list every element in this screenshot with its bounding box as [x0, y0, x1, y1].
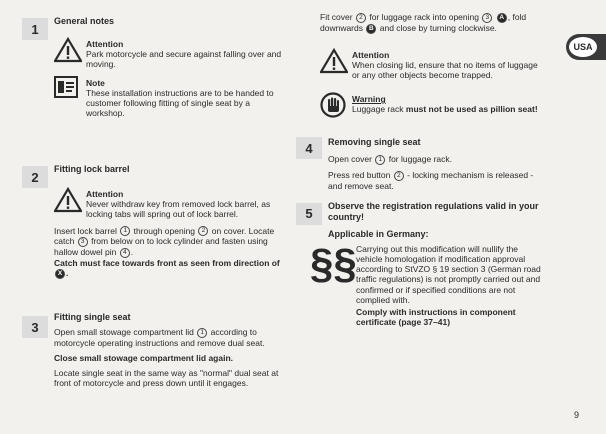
text: through opening [133, 225, 196, 236]
warning-notice [320, 92, 544, 123]
attention-title: Attention [86, 189, 124, 199]
section-subtitle: Applicable in Germany: [328, 228, 429, 239]
callout-1: 1 [197, 328, 207, 338]
note-book-icon [54, 76, 86, 119]
paragraph: Locate single seat in the same way as "normal" dual seat at front of motorcycle and press down until it engages. [54, 368, 279, 389]
callout-1: 1 [375, 155, 385, 165]
warning-triangle-icon [54, 187, 86, 220]
section-registration-regulations [296, 201, 544, 333]
right-column [296, 12, 544, 332]
paragraph-symbol-icon: §§ [310, 239, 357, 287]
warning-triangle-icon [320, 48, 352, 81]
callout-3: 3 [482, 13, 492, 23]
text: - locking mechanism is released - and remove seat. [328, 169, 534, 191]
section-title: Observe the registration regulations valid in your country! [328, 200, 539, 222]
section-body [54, 226, 284, 279]
paragraph [54, 226, 284, 279]
note-notice [54, 76, 284, 119]
text: Open cover [328, 154, 372, 165]
warning-triangle-icon [54, 37, 86, 70]
section-number: 3 [22, 316, 48, 338]
section-title: Fitting single seat [54, 312, 131, 322]
text: Insert lock barrel [54, 225, 117, 236]
warning-text [352, 104, 538, 114]
text: from below on to lock cylinder and fasten using hallow dowel pin [54, 236, 268, 258]
text: Catch must face towards front as seen from direction of [54, 257, 280, 268]
text: on cover. Locate catch [54, 225, 275, 247]
text: Open small stowage compartment lid [54, 327, 194, 337]
attention-text: When closing lid, ensure that no items of luggage or any other objects become trapped. [352, 59, 538, 80]
attention-text: Never withdraw key from removed lock barrel, as locking tabs will spring out of lock barrel. [86, 199, 271, 220]
callout-2: 2 [356, 13, 366, 23]
section-title: Removing single seat [328, 137, 421, 148]
stop-hand-icon [320, 92, 352, 123]
section-number: 5 [296, 203, 322, 225]
left-column [22, 12, 284, 394]
callout-b: B [366, 24, 376, 34]
country-badge [566, 34, 606, 60]
callout-x: X [55, 269, 65, 279]
callout-3: 3 [78, 237, 88, 247]
attention-text: Park motorcycle and secure against falling over and moving. [86, 49, 282, 70]
section-removing-single-seat [296, 137, 544, 191]
callout-2: 2 [394, 171, 404, 181]
paragraph: Carrying out this modification will nullify the vehicle homologation if modification approval according to StVZO § 19 section 3 (German road traffic regulations) is not promptly carried out and confirmed or if specified conditions are not complied with. [356, 243, 541, 305]
text: according to motorcycle operating instructions and remove dual seat. [54, 327, 265, 348]
section-number: 2 [22, 166, 48, 188]
attention-title: Attention [86, 39, 124, 49]
callout-1: 1 [120, 226, 130, 236]
section-title: Fitting lock barrel [54, 164, 130, 174]
paragraph [328, 170, 544, 191]
paragraph [54, 327, 284, 348]
section-title: General notes [54, 16, 115, 26]
text: . [66, 268, 69, 279]
attention-title: Attention [352, 49, 390, 60]
section-fitting-lock-barrel [22, 162, 284, 312]
text: Luggage rack [352, 104, 404, 115]
callout-a: A [497, 13, 507, 23]
text: must not be used as pillion seat! [405, 104, 538, 115]
callout-2: 2 [198, 226, 208, 236]
warning-title: Warning [352, 94, 386, 105]
text: Fit cover [320, 12, 353, 22]
section-number: 4 [296, 137, 322, 159]
paragraph: Comply with instructions in component certificate (page 37–41) [356, 307, 516, 328]
section-body [328, 154, 544, 191]
callout-4: 4 [120, 248, 130, 258]
note-text: These installation instructions are to be handed to customer following fitting of single seat by a workshop. [86, 87, 274, 119]
paragraph [328, 154, 544, 165]
section-body [54, 327, 284, 389]
section-general-notes [22, 12, 284, 162]
attention-notice [320, 48, 544, 81]
section-fitting-single-seat [22, 312, 284, 389]
attention-notice [54, 187, 284, 220]
section-number: 1 [22, 18, 48, 40]
text: . [130, 247, 134, 258]
section-body [356, 244, 544, 333]
usa-badge-label: USA [568, 36, 598, 58]
text: for luggage rack into opening [369, 12, 479, 22]
paragraph-notice [310, 239, 544, 333]
paragraph [320, 12, 544, 34]
continued-text [320, 12, 544, 34]
text: for luggage rack. [388, 154, 453, 165]
text: , fold downwards [320, 12, 527, 33]
text: and close by turning clockwise. [379, 22, 497, 33]
paragraph: Close small stowage compartment lid again. [54, 352, 234, 363]
text: Press red button [328, 169, 391, 180]
page-number: 9 [574, 410, 580, 420]
note-title: Note [86, 77, 105, 88]
attention-notice [54, 37, 284, 70]
